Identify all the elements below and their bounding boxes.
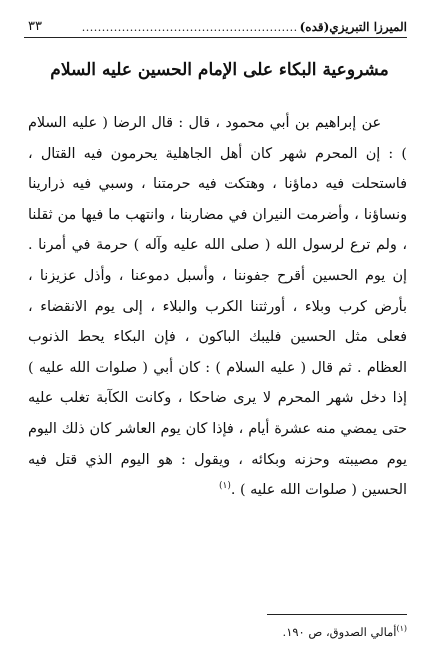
footnote-reference: (١) <box>218 481 231 492</box>
footnote-text: أمالي الصدوق، ص ١٩٠. <box>282 624 397 639</box>
running-head-title: الميرزا التبريزي(قده) <box>299 20 407 34</box>
footnote-marker: (١) <box>396 624 407 633</box>
leader-dots: ...................................................... <box>81 21 298 34</box>
paragraph-text: عن إبراهيم بن أبي محمود ، قال : قال الرضا ( عليه السلام ) : إن المحرم شهر كان أهل الجاهلية يحرمون فيه القتال ، فاستحلت فيه دماؤنا ، وهتكت فيه حرمتنا ، وسبي فيه ذرارينا ونساؤنا ، وأضرمت النيران في مضاربنا ، وانتهب ما فيها من ثقلنا ، ولم ترع لرسول الله ( صلى الله عليه وآله ) حرمة في أمرنا . إن يوم الحسين أقرح جفوننا ، وأسبل دموعنا ، وأذل عزيزنا ، بأرض كرب وبلاء ، أورثتنا الكرب والبلاء ، إلى يوم الانقضاء ، فعلى مثل الحسين فليبك الباكون ، فإن البكاء يحط الذنوب العظام . ثم قال ( عليه السلام ) : كان أبي ( صلوات الله عليه ) إذا دخل شهر المحرم لا يرى ضاحكا ، وكانت الكآبة تغلب عليه حتى يمضي منه عشرة أيام ، فإذا كان يوم العاشر كان ذلك اليوم يوم مصيبته وحزنه وبكائه ، ويقول : هو اليوم الذي قتل فيه الحسين ( صلوات الله عليه ) . <box>28 115 407 499</box>
section-heading: مشروعية البكاء على الإمام الحسين عليه السلام <box>50 60 389 80</box>
page-number: ٣٣ <box>28 19 42 34</box>
footnote-rule <box>267 614 407 615</box>
footnote <box>30 624 407 639</box>
running-head <box>24 12 407 34</box>
header-rule <box>24 37 407 38</box>
body-paragraph <box>28 108 407 506</box>
